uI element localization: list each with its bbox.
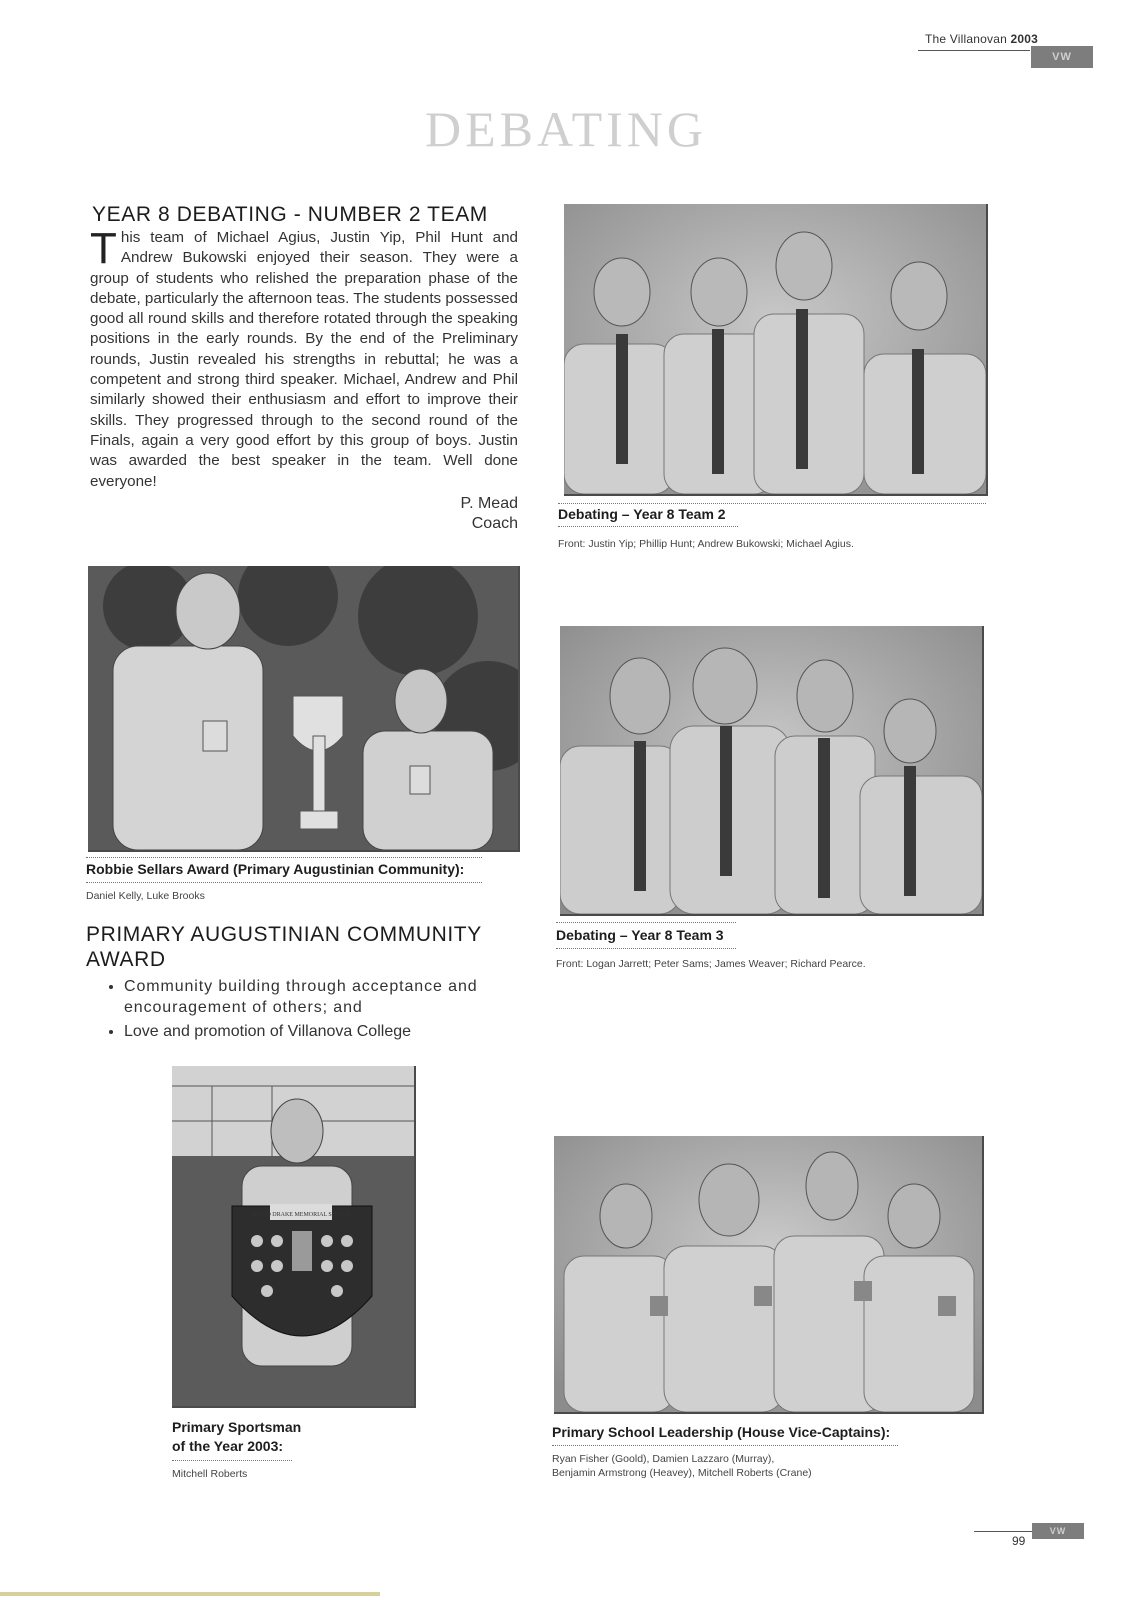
sportsman-photo-illustration — [172, 1066, 414, 1406]
footer-rule — [974, 1531, 1032, 1532]
caption-rule — [552, 1445, 898, 1446]
caption-title-award: Robbie Sellars Award (Primary Augustinian Community): — [86, 861, 465, 877]
college-logo-icon: VW — [1032, 1523, 1084, 1539]
section-heading-primary-award — [86, 922, 526, 972]
caption-rule — [86, 882, 482, 883]
header-rule — [918, 50, 1030, 51]
team-photo-illustration — [560, 626, 982, 914]
award-criteria-list — [86, 976, 516, 1045]
caption-title-sportsman — [172, 1418, 301, 1456]
caption-title-line1: Primary Sportsman — [172, 1419, 302, 1435]
section-heading-line2: AWARD — [86, 948, 166, 971]
caption-rule — [556, 948, 736, 949]
photo-primary-leadership — [554, 1136, 984, 1414]
photo-primary-sportsman — [172, 1066, 416, 1408]
caption-title-team2: Debating – Year 8 Team 2 — [558, 506, 726, 522]
team-photo-illustration — [554, 1136, 982, 1412]
caption-rule — [86, 857, 482, 858]
caption-names-team3: Front: Logan Jarrett; Peter Sams; James Weaver; Richard Pearce. — [556, 958, 866, 970]
caption-rule — [172, 1460, 292, 1461]
article-body — [90, 224, 518, 492]
signature-role: Coach — [471, 515, 518, 532]
college-logo-icon: VW — [1031, 46, 1093, 68]
photo-year8-team3 — [560, 626, 984, 916]
shield-plate-text: DAVID DRAKE MEMORIAL SHIELD — [252, 1212, 350, 1218]
drop-cap: T — [90, 224, 117, 273]
photo-year8-team2 — [564, 204, 988, 496]
caption-title-line2: of the Year 2003: — [172, 1438, 284, 1454]
caption-names-line1: Ryan Fisher (Goold), Damien Lazzaro (Murray), — [552, 1453, 775, 1465]
signature — [380, 494, 518, 534]
caption-names-leadership — [552, 1452, 812, 1480]
list-item: • Love and promotion of Villanova College — [124, 1021, 516, 1042]
caption-title-team3: Debating – Year 8 Team 3 — [556, 927, 724, 943]
publication-year: 2003 — [1010, 32, 1038, 46]
section-heading-line1: PRIMARY AUGUSTINIAN COMMUNITY — [86, 923, 482, 946]
photo-robbie-sellars-award — [88, 566, 520, 852]
caption-names-team2: Front: Justin Yip; Phillip Hunt; Andrew Bukowski; Michael Agius. — [558, 538, 854, 550]
signature-name: P. Mead — [460, 495, 518, 512]
page-number: 99 — [1012, 1534, 1026, 1548]
publication-name: The Villanovan — [924, 32, 1007, 46]
caption-title-leadership: Primary School Leadership (House Vice-Captains): — [552, 1424, 891, 1440]
article-text: his team of Michael Agius, Justin Yip, Phil Hunt and Andrew Bukowski enjoyed their season. They were a group of students who relished the preparation phase of the debate, particularly the afternoon teas. The students possessed good all round skills and therefore rotated through the speaking positions in the early rounds. By the end of the Preliminary rounds, Justin revealed his strengths in rebuttal; he was a competent and strong third speaker. Michael, Andrew and Phil similarly showed their enthusiasm and effort to improve their skills. They progressed through to the second round of the Finals, again a very good effort by this group of boys. Justin was awarded the best speaker in the team. Well done everyone! — [90, 229, 518, 490]
section-heading-year8-team2: YEAR 8 DEBATING - NUMBER 2 TEAM — [92, 203, 488, 226]
caption-names-line2: Benjamin Armstrong (Heavey), Mitchell Roberts (Crane) — [552, 1467, 812, 1479]
caption-names-sportsman: Mitchell Roberts — [172, 1468, 248, 1480]
caption-rule — [558, 526, 738, 527]
page-title: DEBATING — [425, 101, 707, 157]
footer-strip — [0, 1592, 380, 1596]
caption-rule — [558, 503, 986, 504]
list-item: • Community building through acceptance and encouragement of others; and — [124, 976, 516, 1018]
award-photo-illustration — [88, 566, 518, 850]
running-header — [925, 32, 1038, 46]
caption-rule — [556, 922, 736, 923]
team-photo-illustration — [564, 204, 986, 494]
caption-names-award: Daniel Kelly, Luke Brooks — [86, 890, 205, 902]
